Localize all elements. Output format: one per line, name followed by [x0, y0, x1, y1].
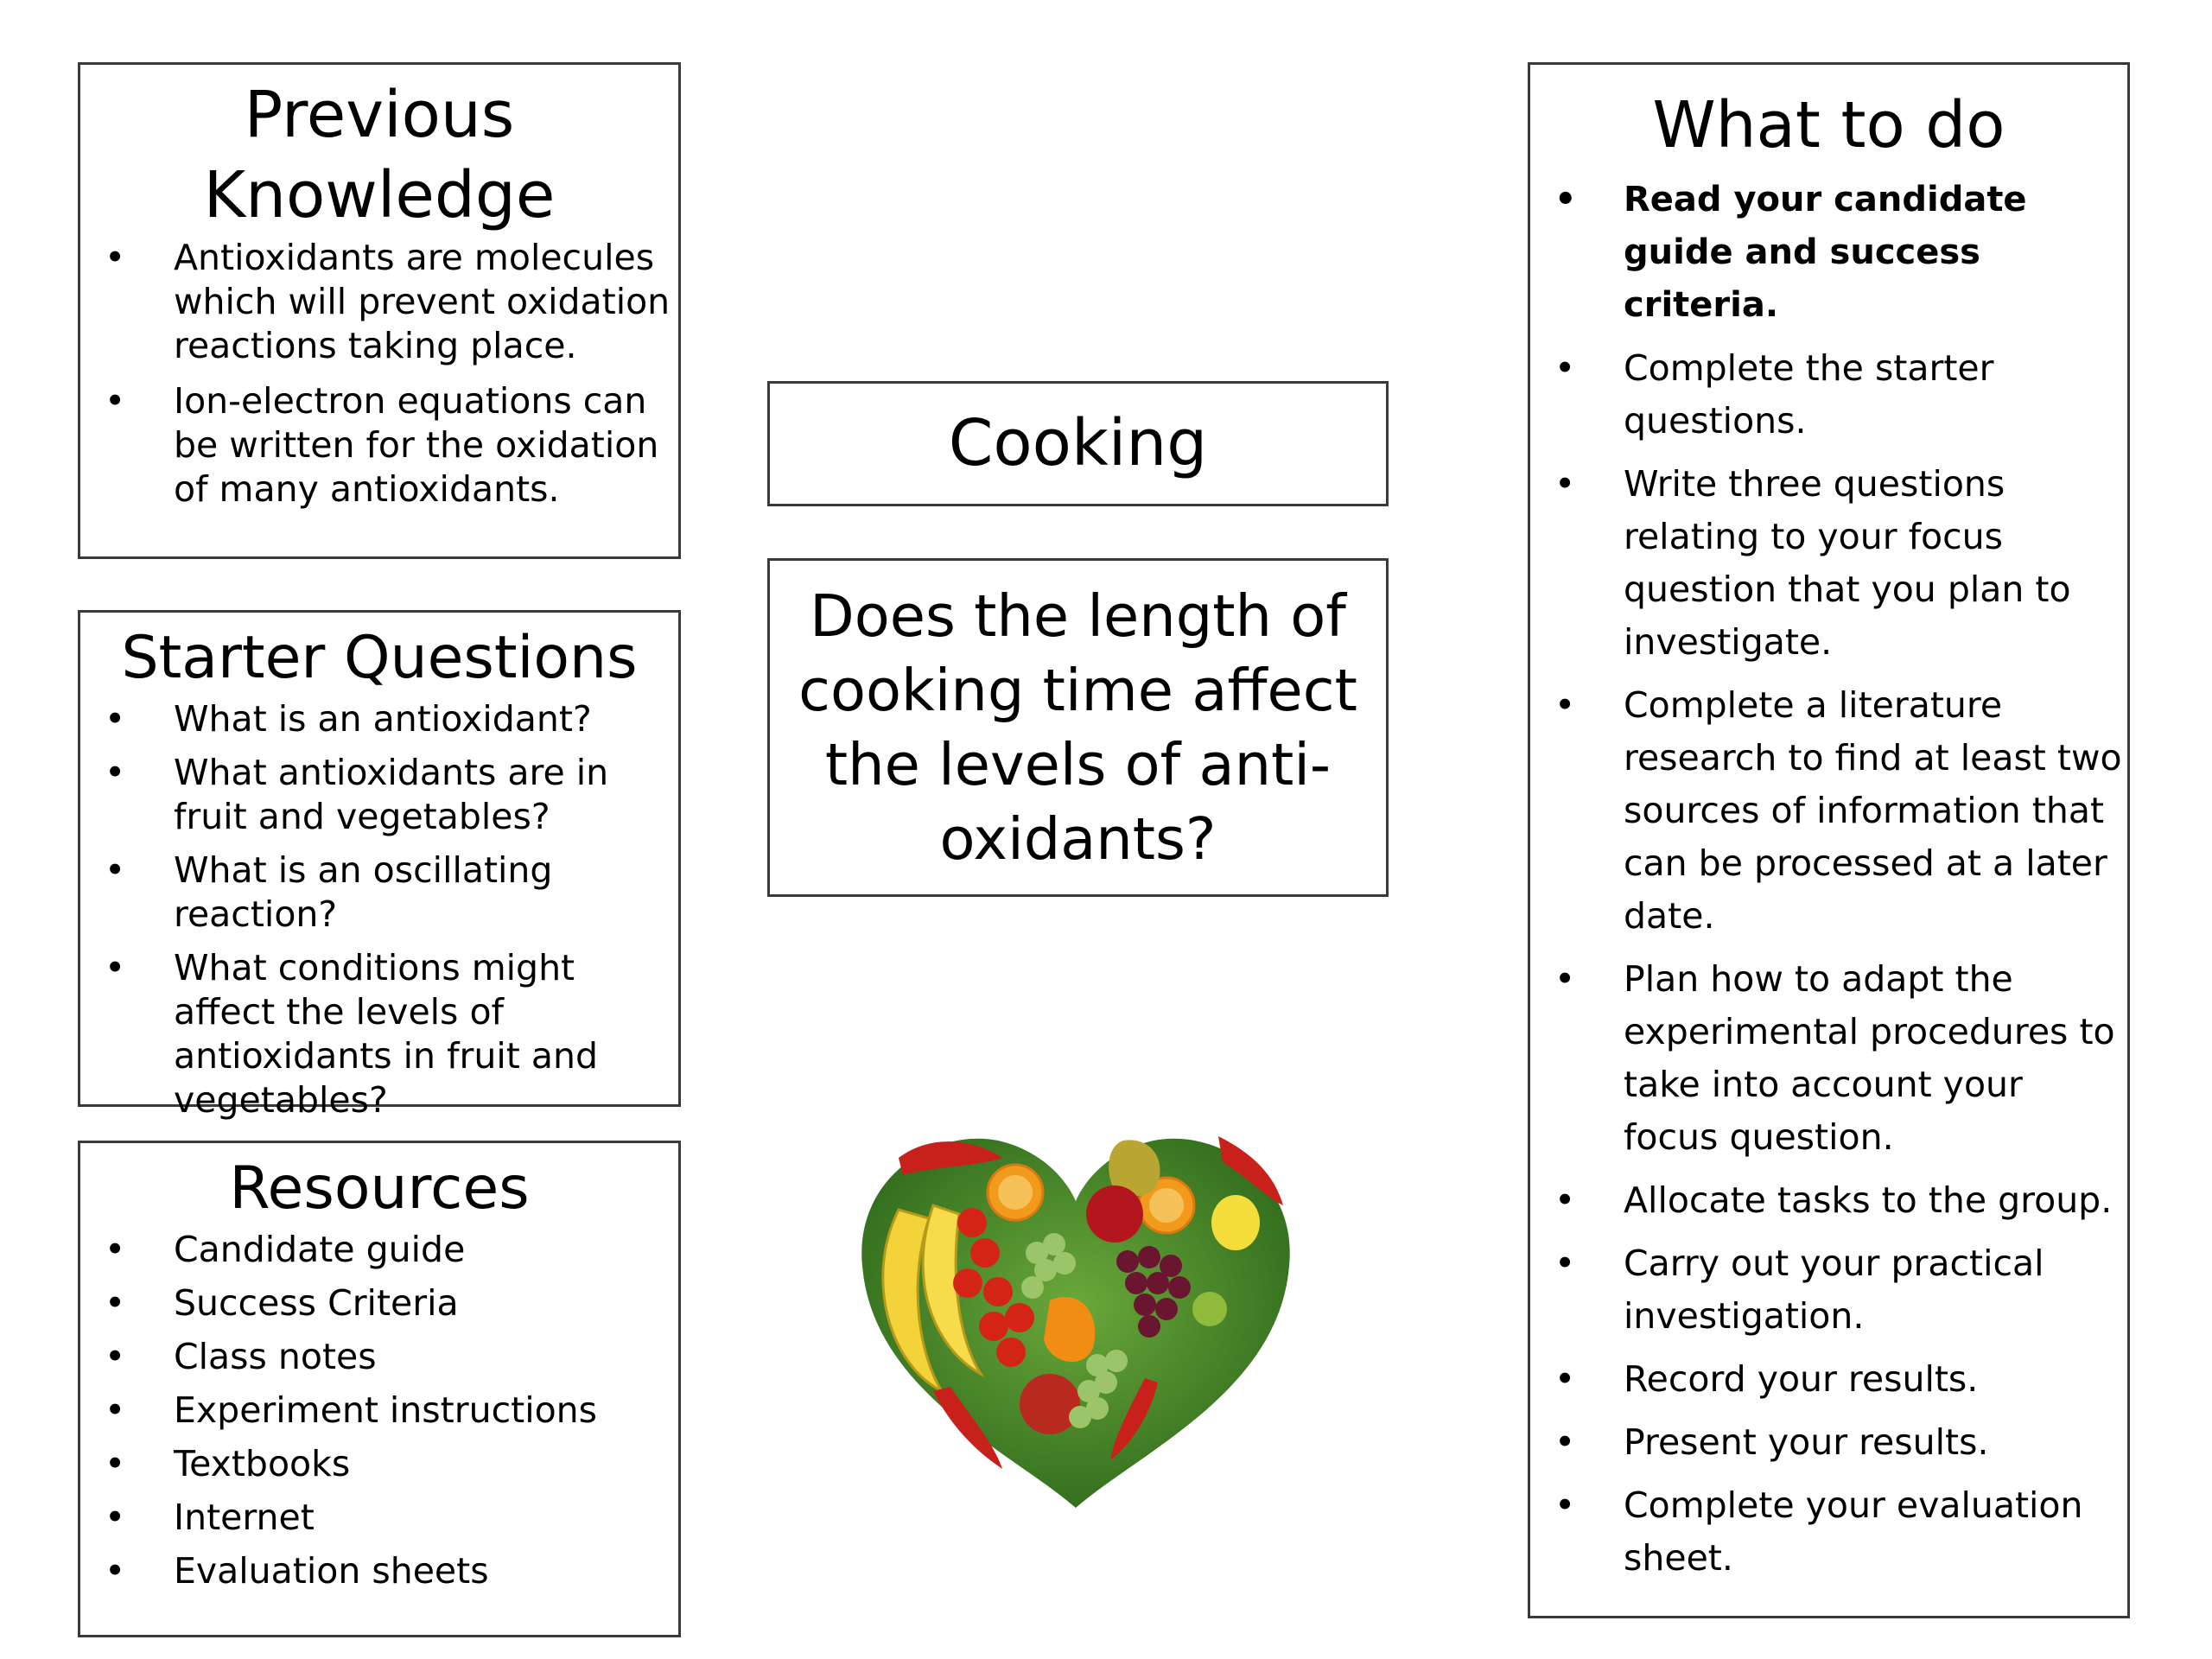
list-item: • Evaluation sheets [80, 1549, 678, 1593]
list-item: • Complete the starter questions. [1530, 342, 2127, 448]
list-item: • What is an antioxidant? [80, 697, 678, 741]
focus-question-text: Does the length of cooking time affect the levels of anti-oxidants? [798, 582, 1357, 873]
list-item: • Carry out your practical investigation. [1530, 1237, 2127, 1343]
resources-list [80, 1228, 678, 1593]
list-item: • Complete a literature research to find at least two sources of information that can be processed at a later date. [1530, 679, 2127, 943]
what-to-do-title: What to do [1652, 88, 2005, 162]
list-item: • Allocate tasks to the group. [1530, 1174, 2127, 1227]
starter-questions-title: Starter Questions [121, 624, 638, 692]
list-item: • Plan how to adapt the experimental procedures to take into account your focus question. [1530, 953, 2127, 1164]
previous-knowledge-list [80, 236, 678, 512]
starter-questions-list [80, 697, 678, 1122]
list-item: • Complete your evaluation sheet. [1530, 1479, 2127, 1585]
topic-box [767, 381, 1389, 506]
list-item: • Record your results. [1530, 1353, 2127, 1406]
list-item: • Write three questions relating to your focus question that you plan to investigate. [1530, 458, 2127, 669]
list-item: • What conditions might affect the levels of antioxidants in fruit and vegetables? [80, 946, 678, 1122]
list-item: • Success Criteria [80, 1281, 678, 1325]
starter-questions-box [78, 610, 681, 1121]
focus-question-box [767, 558, 1389, 897]
list-item: • Ion-electron equations can be written for the oxidation of many antioxidants. [80, 379, 678, 512]
list-item: • What is an oscillating reaction? [80, 849, 678, 937]
list-item: • Present your results. [1530, 1416, 2127, 1469]
previous-knowledge-title: Previous Knowledge [203, 78, 556, 232]
what-to-do-box [1528, 62, 2130, 1618]
what-to-do-list [1530, 174, 2127, 1585]
topic-title: Cooking [948, 406, 1208, 481]
list-item: • Textbooks [80, 1442, 678, 1486]
list-item: • Experiment instructions [80, 1389, 678, 1433]
list-item: • Internet [80, 1496, 678, 1540]
list-item: • Antioxidants are molecules which will prevent oxidation reactions taking place. [80, 236, 678, 368]
fruit-vegetable-heart-icon [838, 1106, 1313, 1521]
resources-title: Resources [229, 1154, 530, 1223]
resources-box [78, 1141, 681, 1637]
list-item: • Candidate guide [80, 1228, 678, 1272]
previous-knowledge-box [78, 62, 681, 559]
list-item: • Read your candidate guide and success criteria. [1530, 174, 2127, 332]
list-item: • What antioxidants are in fruit and vegetables? [80, 751, 678, 839]
list-item: • Class notes [80, 1335, 678, 1379]
